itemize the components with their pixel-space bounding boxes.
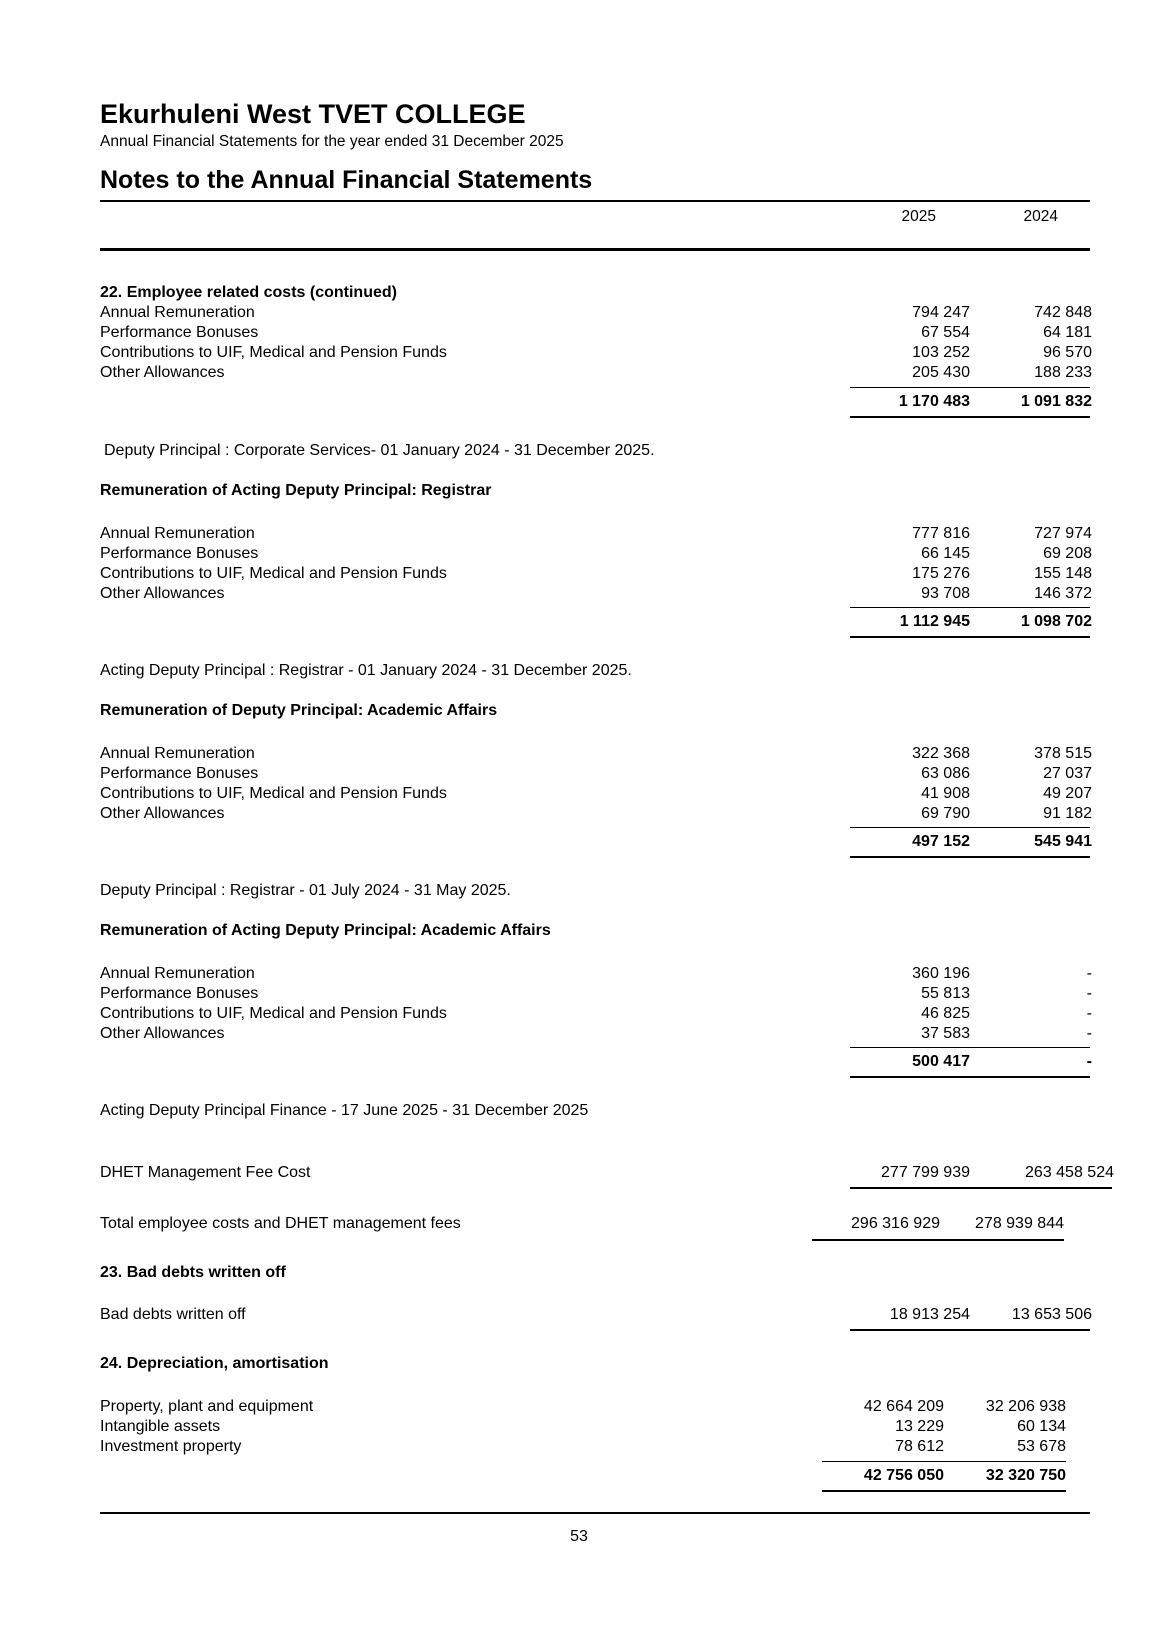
total-2024: - xyxy=(1086,1053,1092,1070)
total-row xyxy=(100,393,1090,413)
table-row xyxy=(100,1005,1090,1025)
value-2025: 66 145 xyxy=(921,545,970,562)
year-2024-header: 2024 xyxy=(1023,208,1058,225)
subtotal-rule xyxy=(850,1047,1090,1048)
value-2024: 727 974 xyxy=(1034,525,1092,542)
tenure-note: Deputy Principal : Registrar - 01 July 2024 - 31 May 2025. xyxy=(100,882,511,899)
section-24-heading: 24. Depreciation, amortisation xyxy=(100,1355,329,1372)
value-2025: 13 229 xyxy=(895,1418,944,1435)
value-2025: 78 612 xyxy=(895,1438,944,1455)
row-label: Annual Remuneration xyxy=(100,745,255,762)
table-row xyxy=(100,364,1090,384)
table-row xyxy=(100,785,1090,805)
value-2025: 69 790 xyxy=(921,805,970,822)
row-label: Annual Remuneration xyxy=(100,304,255,321)
tenure-note: Deputy Principal : Corporate Services- 01 January 2024 - 31 December 2025. xyxy=(104,442,655,459)
total-rule xyxy=(850,1076,1090,1078)
bad-debts-rule xyxy=(850,1329,1090,1331)
table-row xyxy=(100,304,1090,324)
section-23-heading: 23. Bad debts written off xyxy=(100,1264,286,1281)
subtotal-rule xyxy=(850,827,1090,828)
value-2025: 205 430 xyxy=(912,364,970,381)
row-label: Contributions to UIF, Medical and Pension Funds xyxy=(100,344,447,361)
row-label: Other Allowances xyxy=(100,364,225,381)
row-label: Other Allowances xyxy=(100,805,225,822)
row-label: Contributions to UIF, Medical and Pension Funds xyxy=(100,1005,447,1022)
total-rule xyxy=(850,636,1090,638)
value-2024: 263 458 524 xyxy=(1025,1164,1114,1181)
value-2025: 103 252 xyxy=(912,344,970,361)
value-2025: 175 276 xyxy=(912,565,970,582)
value-2024: - xyxy=(1086,965,1092,982)
value-2024: 155 148 xyxy=(1034,565,1092,582)
row-label: DHET Management Fee Cost xyxy=(100,1164,311,1181)
row-label: Performance Bonuses xyxy=(100,545,259,562)
table-row xyxy=(100,1418,1090,1438)
value-2024: - xyxy=(1086,1005,1092,1022)
block-heading: Remuneration of Deputy Principal: Academic Affairs xyxy=(100,702,498,719)
table-row xyxy=(100,565,1090,585)
table-row xyxy=(100,1438,1090,1458)
value-2025: 794 247 xyxy=(912,304,970,321)
row-label: Performance Bonuses xyxy=(100,765,259,782)
value-2024: 32 206 938 xyxy=(985,1398,1066,1415)
tenure-note: Acting Deputy Principal : Registrar - 01 January 2024 - 31 December 2025. xyxy=(100,662,632,679)
total-row xyxy=(100,1053,1090,1073)
row-label: Performance Bonuses xyxy=(100,324,259,341)
total-2025: 1 112 945 xyxy=(899,613,970,630)
total-2025: 497 152 xyxy=(912,833,970,850)
table-row xyxy=(100,344,1090,364)
value-2024: - xyxy=(1086,985,1092,1002)
value-2025: 41 908 xyxy=(921,785,970,802)
value-2024: 27 037 xyxy=(1043,765,1092,782)
total-2024: 32 320 750 xyxy=(985,1467,1066,1484)
total-employee-costs-row xyxy=(100,1215,1090,1235)
table-row xyxy=(100,525,1090,545)
block-heading: Remuneration of Acting Deputy Principal: Registrar xyxy=(100,482,492,499)
total-2024: 545 941 xyxy=(1034,833,1092,850)
row-label: Contributions to UIF, Medical and Pension Funds xyxy=(100,785,447,802)
row-label: Performance Bonuses xyxy=(100,985,259,1002)
total-rule xyxy=(850,856,1090,858)
value-2025: 322 368 xyxy=(912,745,970,762)
year-2025-header: 2025 xyxy=(901,208,936,225)
value-2024: 13 653 506 xyxy=(1011,1306,1092,1323)
footer-rule xyxy=(100,1512,1090,1514)
title-rule xyxy=(100,200,1090,202)
value-2025: 777 816 xyxy=(912,525,970,542)
value-2025: 277 799 939 xyxy=(881,1164,970,1181)
college-name: Ekurhuleni West TVET COLLEGE xyxy=(100,99,526,129)
value-2024: 96 570 xyxy=(1043,344,1092,361)
table-row xyxy=(100,765,1090,785)
value-2024: 49 207 xyxy=(1043,785,1092,802)
table-row xyxy=(100,745,1090,765)
table-row xyxy=(100,1025,1090,1045)
value-2025: 296 316 929 xyxy=(851,1215,940,1232)
section-22-heading: 22. Employee related costs (continued) xyxy=(100,284,397,301)
value-2025: 360 196 xyxy=(912,965,970,982)
value-2024: - xyxy=(1086,1025,1092,1042)
table-row xyxy=(100,545,1090,565)
value-2024: 91 182 xyxy=(1043,805,1092,822)
table-row xyxy=(100,985,1090,1005)
table-row xyxy=(100,324,1090,344)
value-2025: 37 583 xyxy=(921,1025,970,1042)
value-2024: 64 181 xyxy=(1043,324,1092,341)
row-label: Annual Remuneration xyxy=(100,965,255,982)
row-label: Total employee costs and DHET management fees xyxy=(100,1215,461,1232)
total-row xyxy=(100,1467,1090,1487)
value-2024: 53 678 xyxy=(1017,1438,1066,1455)
block-heading: Remuneration of Acting Deputy Principal: Academic Affairs xyxy=(100,922,551,939)
value-2024: 278 939 844 xyxy=(975,1215,1064,1232)
header-rule xyxy=(100,248,1090,251)
total-2025: 1 170 483 xyxy=(898,393,970,410)
subtotal-rule xyxy=(822,1461,1066,1462)
table-row xyxy=(100,585,1090,605)
row-label: Annual Remuneration xyxy=(100,525,255,542)
tenure-note: Acting Deputy Principal Finance - 17 June 2025 - 31 December 2025 xyxy=(100,1102,589,1119)
dhet-fee-row xyxy=(100,1164,1114,1184)
row-label: Other Allowances xyxy=(100,585,225,602)
total-row xyxy=(100,833,1090,853)
page-number: 53 xyxy=(570,1528,588,1545)
total-row xyxy=(100,613,1090,633)
subtotal-rule xyxy=(850,607,1090,608)
bad-debts-row xyxy=(100,1306,1090,1326)
total-2024: 1 098 702 xyxy=(1020,613,1092,630)
row-label: Intangible assets xyxy=(100,1418,221,1435)
dhet-rule xyxy=(850,1187,1112,1189)
value-2025: 63 086 xyxy=(921,765,970,782)
value-2025: 55 813 xyxy=(921,985,970,1002)
value-2025: 46 825 xyxy=(921,1005,970,1022)
value-2025: 18 913 254 xyxy=(889,1306,970,1323)
value-2024: 188 233 xyxy=(1034,364,1092,381)
value-2024: 378 515 xyxy=(1034,745,1092,762)
value-2024: 742 848 xyxy=(1034,304,1092,321)
table-row xyxy=(100,1398,1090,1418)
total-employee-rule xyxy=(812,1239,1064,1241)
statement-period: Annual Financial Statements for the year ended 31 December 2025 xyxy=(100,133,564,150)
row-label: Investment property xyxy=(100,1438,242,1455)
total-2025: 42 756 050 xyxy=(863,1467,944,1484)
table-row xyxy=(100,965,1090,985)
row-label: Property, plant and equipment xyxy=(100,1398,314,1415)
value-2024: 60 134 xyxy=(1017,1418,1066,1435)
value-2024: 69 208 xyxy=(1043,545,1092,562)
row-label: Other Allowances xyxy=(100,1025,225,1042)
value-2025: 67 554 xyxy=(921,324,970,341)
row-label: Contributions to UIF, Medical and Pension Funds xyxy=(100,565,447,582)
value-2025: 93 708 xyxy=(921,585,970,602)
total-rule xyxy=(822,1490,1066,1492)
page-title: Notes to the Annual Financial Statements xyxy=(100,166,593,194)
total-rule xyxy=(850,416,1090,418)
total-2025: 500 417 xyxy=(912,1053,970,1070)
total-2024: 1 091 832 xyxy=(1020,393,1092,410)
table-row xyxy=(100,805,1090,825)
row-label: Bad debts written off xyxy=(100,1306,246,1323)
value-2025: 42 664 209 xyxy=(863,1398,944,1415)
subtotal-rule xyxy=(850,387,1090,388)
value-2024: 146 372 xyxy=(1034,585,1092,602)
